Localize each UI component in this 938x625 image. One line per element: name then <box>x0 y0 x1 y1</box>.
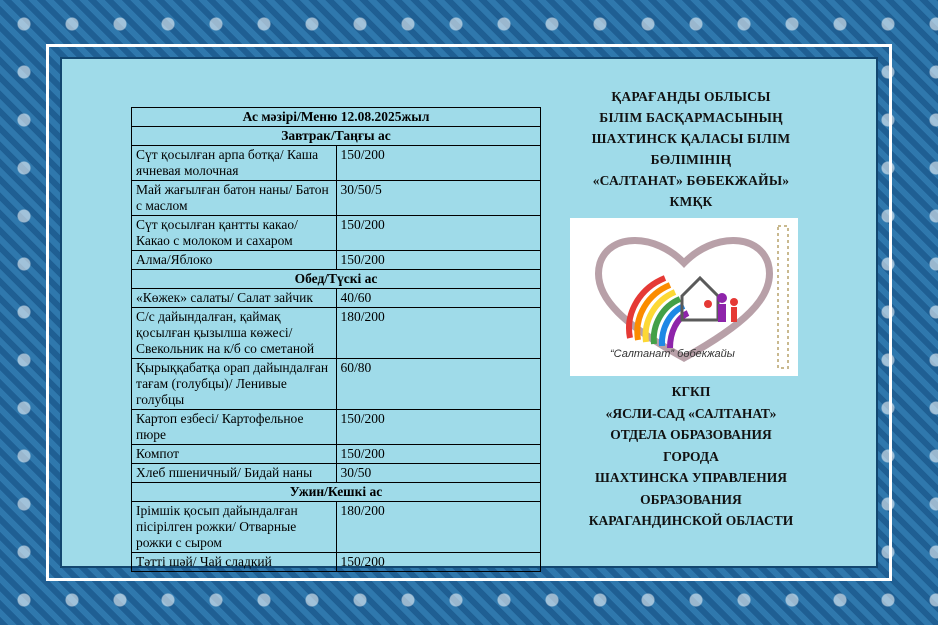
org-kz-line: ҚАРАҒАНДЫ ОБЛЫСЫ <box>611 89 771 104</box>
org-kz-line: ШАХТИНСК ҚАЛАСЫ БІЛІМ <box>591 131 791 146</box>
table-row <box>132 410 541 445</box>
org-ru-line: ШАХТИНСКА УПРАВЛЕНИЯ <box>595 470 787 485</box>
table-row <box>132 251 541 270</box>
section-header-row <box>132 127 541 146</box>
org-ru-line: ГОРОДА <box>663 448 719 464</box>
dish-qty: 60/80 <box>336 359 541 410</box>
table-row <box>132 445 541 464</box>
dish-name: Сүт қосылған қантты какао/ Какао с молоком и сахаром <box>132 216 337 251</box>
kindergarten-logo <box>570 218 798 376</box>
dish-name: Картоп езбесі/ Картофельное пюре <box>132 410 337 445</box>
dish-qty: 150/200 <box>336 216 541 251</box>
section-header-row <box>132 483 541 502</box>
dish-qty: 150/200 <box>336 410 541 445</box>
org-ru-line: КАРАГАНДИНСКОЙ ОБЛАСТИ <box>588 513 794 528</box>
org-name-kz <box>560 86 822 212</box>
section-header-dinner: Ужин/Кешкі ас <box>132 483 541 502</box>
dish-name: Сүт қосылған арпа ботқа/ Каша ячневая молочная <box>132 146 337 181</box>
org-kz-line: «САЛТАНАТ» БӨБЕКЖАЙЫ» <box>592 173 790 188</box>
dish-name: «Көжек» салаты/ Салат зайчик <box>132 289 337 308</box>
dish-qty: 180/200 <box>336 308 541 359</box>
dish-name: Хлеб пшеничный/ Бидай наны <box>132 464 337 483</box>
table-row <box>132 464 541 483</box>
section-header-row <box>132 270 541 289</box>
dish-qty: 150/200 <box>336 146 541 181</box>
org-name-ru <box>560 381 822 532</box>
menu-title: Ас мәзірі/Меню 12.08.2025жыл <box>132 108 541 127</box>
table-row <box>132 146 541 181</box>
menu-table <box>131 107 541 572</box>
dish-qty: 150/200 <box>336 553 541 572</box>
table-row <box>132 181 541 216</box>
org-ru-line: ОБРАЗОВАНИЯ <box>640 491 742 507</box>
dish-qty: 30/50 <box>336 464 541 483</box>
dish-qty: 30/50/5 <box>336 181 541 216</box>
table-row <box>132 359 541 410</box>
section-header-lunch: Обед/Түскі ас <box>132 270 541 289</box>
dish-qty: 150/200 <box>336 251 541 270</box>
section-header-breakfast: Завтрак/Таңғы ас <box>132 127 541 146</box>
org-ru-line: «ЯСЛИ-САД «САЛТАНАТ» <box>605 405 777 421</box>
dish-name: Тәтті шәй/ Чай сладкий <box>132 553 337 572</box>
dish-name: С/с дайындалған, қаймақ қосылған қызылша көжесі/ Свекольник на к/б со сметаной <box>132 308 337 359</box>
table-row <box>132 216 541 251</box>
dish-qty: 150/200 <box>336 445 541 464</box>
dish-name: Компот <box>132 445 337 464</box>
menu-title-row <box>132 108 541 127</box>
dish-name: Ірімшік қосып дайындалған пісірілген рожки/ Отварные рожки с сыром <box>132 502 337 553</box>
dish-name: Май жағылған батон наны/ Батон с маслом <box>132 181 337 216</box>
dish-qty: 40/60 <box>336 289 541 308</box>
table-row <box>132 289 541 308</box>
org-ru-line: ОТДЕЛА ОБРАЗОВАНИЯ <box>610 427 772 442</box>
org-kz-line: БӨЛІМІНІҢ <box>650 152 732 167</box>
dish-qty: 180/200 <box>336 502 541 553</box>
org-ru-line: КГКП <box>671 384 711 399</box>
table-row <box>132 308 541 359</box>
logo-caption: “Салтанат” бөбекжайы <box>610 348 735 360</box>
dish-name: Алма/Яблоко <box>132 251 337 270</box>
org-kz-line: КМҚК <box>669 194 713 209</box>
org-kz-line: БІЛІМ БАСҚАРМАСЫНЫҢ <box>599 110 783 125</box>
dish-name: Қырыққабатқа орап дайындалған тағам (голубцы)/ Ленивые голубцы <box>132 359 337 410</box>
table-row <box>132 553 541 572</box>
table-row <box>132 502 541 553</box>
